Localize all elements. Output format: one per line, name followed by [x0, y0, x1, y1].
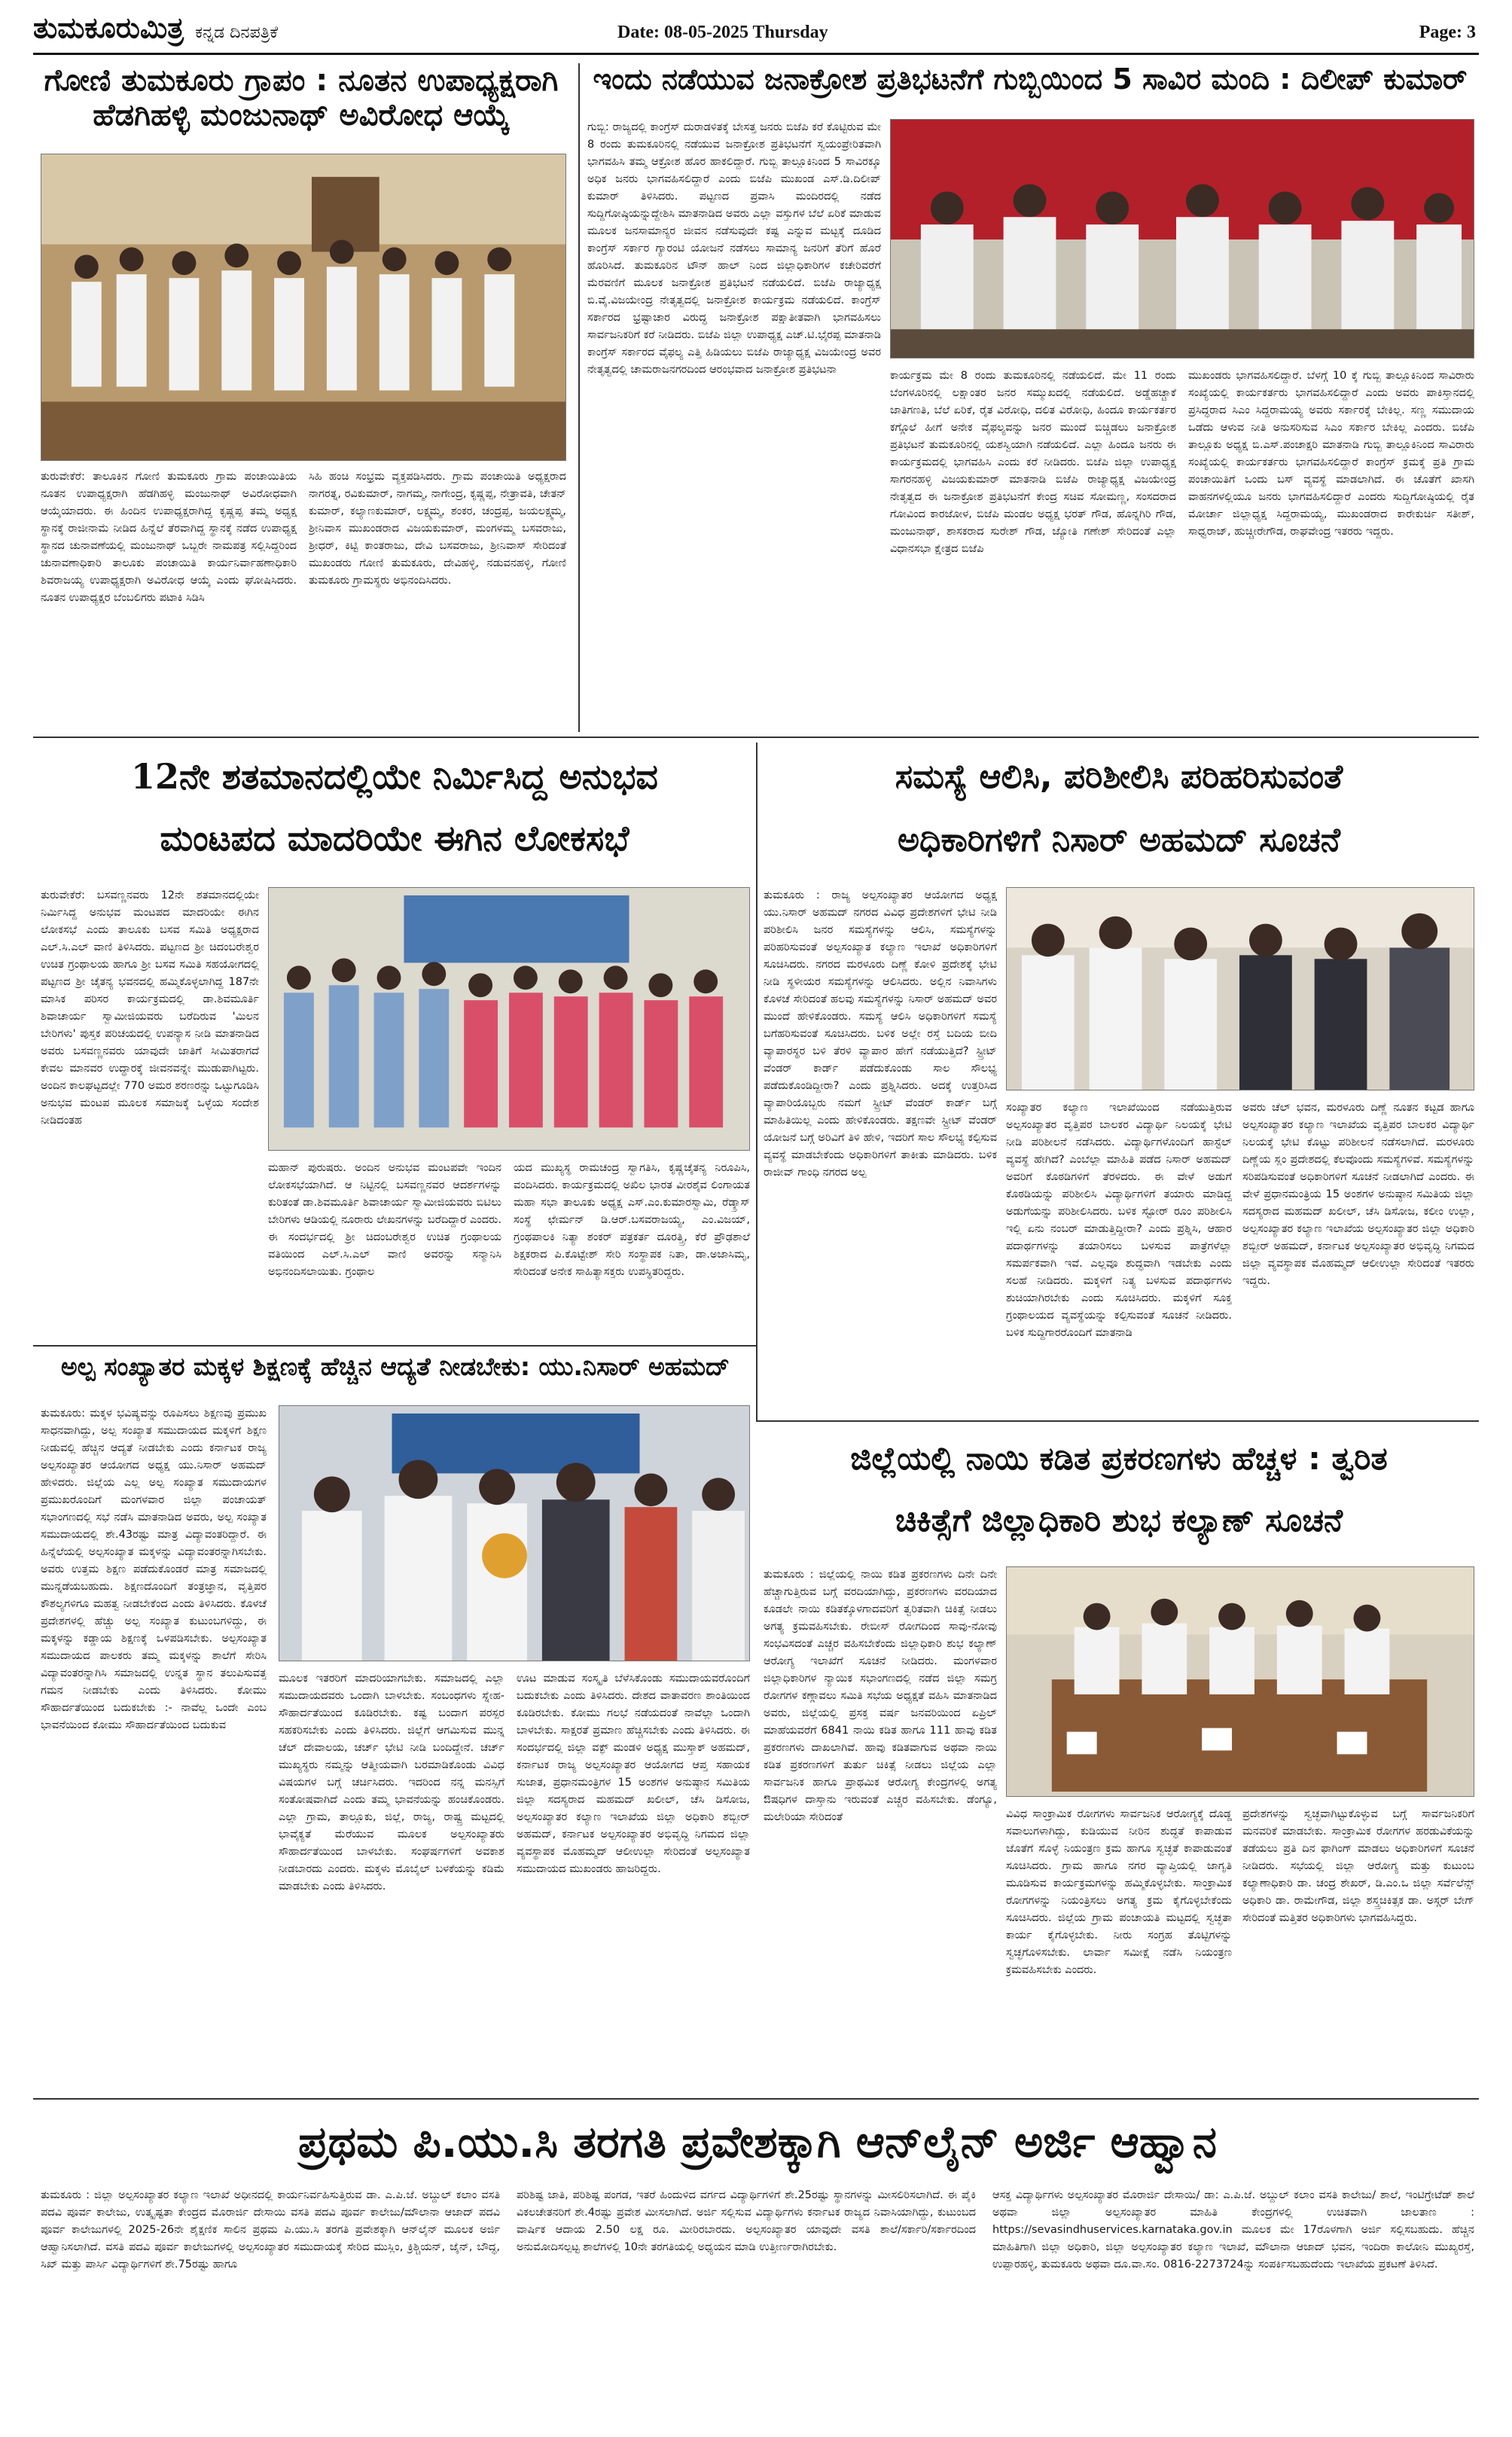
story4-col1: ತುಮಕೂರು : ರಾಜ್ಯ ಅಲ್ಪಸಂಖ್ಯಾತರ ಆಯೋಗದ ಅಧ್ಯಕ್ಷ ಯು.ನಿಸಾರ್ ಅಹಮದ್ ನಗರದ ವಿವಿಧ ಪ್ರದೇಶಗಳಿಗೆ ಭೇಟಿ ನೀಡಿ ಪರಿಶೀಲಿಸಿ ಜನರ ಸಮಸ್ಯೆಗಳನ್ನು ಆಲಿಸಿ, ಸಮಸ್ಯೆಗಳನ್ನು ಪರಿಹರಿಸುವಂತೆ ಅಲ್ಪಸಂಖ್ಯಾತ ಕಲ್ಯಾಣ ಇಲಾಖೆ ಅಧಿಕಾರಿಗಳಿಗೆ ಸೂಚಿಸಿದರು. ನಗರದ ಮರಳೂರು ದಿಣ್ಣೆ ಕೋಳಿ ಪ್ರದೇಶಕ್ಕೆ ಭೇಟಿ ನೀಡಿ ಸ್ಥಳೀಯರ ಸಮಸ್ಯೆಗಳನ್ನು ಆಲಿಸಿದರು. ಅಲ್ಲಿನ ನಿವಾಸಿಗಳು ಕೊಳಚೆ ಸೇರಿದಂತೆ ಹಲವು ಸಮಸ್ಯೆಗಳನ್ನು ನಿಸಾರ್ ಅಹಮದ್ ಅವರ ಮುಂದೆ ಹೇಳಿಕೊಂಡರು. ಸಮಸ್ಯೆ ಆಲಿಸಿ ಅಧಿಕಾರಿಗಳಿಗೆ ಸಮಸ್ಯೆ ಬಗೆಹರಿಸುವಂತೆ ಸೂಚಿಸಿದರು. ಬಳಿಕ ಅಲ್ಲೇ ರಸ್ತೆ ಬದಿಯ ಬೀದಿ ವ್ಯಾಪಾರಸ್ಥರ ಬಳಿ ತೆರಳಿ ವ್ಯಾಪಾರ ಹೇಗೆ ನಡೆಯುತ್ತಿದೆ? ಸ್ಟ್ರೀಟ್ ವೆಂಡರ್ ಕಾರ್ಡ್ ಪಡೆದುಕೊಂಡು ಸಾಲ ಸೌಲಭ್ಯ ಪಡೆದುಕೊಂಡಿದ್ದೀರಾ? ಎಂದು ಪ್ರಶ್ನಿಸಿದರು. ಅದಕ್ಕೆ ಉತ್ತರಿಸಿದ ವ್ಯಾಪಾರಿಯೊಬ್ಬರು ನಮಗೆ ಸ್ಟ್ರೀಟ್ ವೆಂಡರ್ ಕಾರ್ಡ್ ಬಗ್ಗೆ ಮಾಹಿತಿಯಿಲ್ಲ ಎಂದು ಹೇಳಿಕೊಂಡರು. ತಕ್ಷಣವೇ ಸ್ಟ್ರೀಟ್ ವೆಂಡರ್ ಯೋಜನೆ ಬಗ್ಗೆ ಅರಿವಿಗೆ ತಿಳಿ ಹೇಳಿ, ಇದರಿಗೆ ಸಾಲ ಸೌಲಭ್ಯ ಕಲ್ಪಿಸುವ ವ್ಯವಸ್ಥೆ ಮಾಡಬೇಕೆಂದು ಅಧಿಕಾರಿಗಳಿಗೆ ತಾಕೀತು ಮಾಡಿದರು. ಬಳಿಕ ರಾಜೀವ್ ಗಾಂಧಿ ನಗರದ ಅಲ್ಪ [764, 889, 997, 1179]
story3-headline [41, 746, 748, 874]
story2-col2: ಕಾರ್ಯಕ್ರಮ ಮೇ 8 ರಂದು ತುಮಕೂರಿನಲ್ಲಿ ನಡೆಯಲಿದೆ. ಮೇ 11 ರಂದು ಬೆಂಗಳೂರಿನಲ್ಲಿ ಲಕ್ಷಾಂತರ ಜನರ ಸಮ್ಮುಖದಲ್ಲಿ ನಡೆಯಲಿದೆ. ಅಡ್ಡೆಹಚ್ಚಾಕೆ ಜಾತಿಗಣತಿ, ಬೆಲೆ ಏರಿಕೆ, ರೈತ ವಿರೋಧಿ, ದಲಿತ ವಿರೋಧಿ, ಹಿಂದೂ ಕಾರ್ಯಕರ್ತರ ಕಗ್ಗೊಲೆ ಹೀಗೆ ಅನೇಕ ವೈಫಲ್ಯವನ್ನು ಜನರ ಮುಂದೆ ಬಿಚ್ಚಿಡಲು ಜನಾಕ್ರೋಶ ಪ್ರತಿಭಟನೆ ತುಮಕೂರಿನಲ್ಲಿ ಯಶಸ್ವಿಯಾಗಿ ನಡೆಯಲಿದೆ. ಎಲ್ಲಾ ಹಿಂದೂ ಜನರು ಈ ಕಾರ್ಯಕ್ರಮದಲ್ಲಿ ಭಾಗವಹಿಸಿ ಎಂದು ಕರೆ ನೀಡಿದರು. ಬಿಜೆಪಿ ಜಿಲ್ಲಾ ಉಪಾಧ್ಯಕ್ಷ ಸಾಗರನಹಳ್ಳಿ ವಿಜಯಕುಮಾರ್ ಮಾತನಾಡಿ ಬಿಜೆಪಿ ರಾಜ್ಯಾಧ್ಯಕ್ಷ ವಿಜಯೇಂದ್ರ ನೇತೃತ್ವದ ಈ ಜನಾಕ್ರೋಶ ಪ್ರತಿಭಟನೆಗೆ ಕೇಂದ್ರ ಸಚಿವ ಸೋಮಣ್ಣ, ಸಂಸದರಾದ ಗೋವಿಂದ ಕಾರಜೋಳ, ಬಿಜೆಪಿ ಮಂಡಲ ಅಧ್ಯಕ್ಷ ಭರತ್ ಗೌಡ, ಹೊನ್ನಗಿರಿ ಗೌಡ, ಮಂಜುನಾಥ್, ಶಾಸಕರಾದ ಸುರೇಶ್ ಗೌಡ, ಜ್ಯೋತಿ ಗಣೇಶ್ ಸೇರಿದಂತೆ ಎಲ್ಲಾ ವಿಧಾನಸಭಾ ಕ್ಷೇತ್ರದ ಬಿಜೆಪಿ [890, 370, 1176, 555]
issue-date: Date: 08-05-2025 Thursday [617, 23, 828, 42]
story2-col3: ಮುಖಂಡರು ಭಾಗವಹಿಸಲಿದ್ದಾರೆ. ಬೆಳಗ್ಗೆ 10 ಕ್ಕೆ ಗುಬ್ಬಿ ತಾಲ್ಲೂಕಿನಿಂದ ಸಾವಿರಾರು ಸಂಖ್ಯೆಯಲ್ಲಿ ಕಾರ್ಯಕರ್ತರು ಭಾಗವಹಿಸಲಿದ್ದಾರೆ ಎಂದು ಅವರು ಪಾಕಿಸ್ತಾನದಲ್ಲಿ ಪ್ರಸಿದ್ಧರಾದ ಸಿಎಂ ಸಿದ್ದರಾಮಯ್ಯ ಅವರು ಸರ್ಕಾರಕ್ಕೆ ಬೇಕಿಲ್ಲ. ಸಣ್ಣ ಸಮುದಾಯ ಒಡೆದು ಆಳುವ ನೀತಿ ಅನುಸರಿಸುವ ಸಿಎಂ ಸರ್ಕಾರ ಬೇಕಿಲ್ಲ ಎಂದರು. ಬಿಜೆಪಿ ತಾಲ್ಲೂಕು ಅಧ್ಯಕ್ಷ ಬಿ.ಎಸ್.ಪಂಚಾಕ್ಷರಿ ಮಾತನಾಡಿ ಗುಬ್ಬಿ ತಾಲ್ಲೂಕಿನಿಂದ ಸಾವಿರಾರು ಸಂಖ್ಯೆಯಲ್ಲಿ ಕಾರ್ಯಕರ್ತರು ಭಾಗವಹಿಸಲಿದ್ದಾರೆ ಕಾಂಗ್ರೆಸ್ ಕ್ರಮಕ್ಕೆ ಪ್ರತಿ ಗ್ರಾಮ ಪಂಚಾಯಿತಿಗೆ ಒಂದು ಬಸ್ ವ್ಯವಸ್ಥೆ ಮಾಡಲಾಗಿದೆ. ಈ ಚೊತೆಗೆ ಖಾಸಗಿ ವಾಹನಗಳಲ್ಲಿಯೂ ಜನರು ಭಾಗವಹಿಸಲಿದ್ದಾರೆ ಎಂದರು ಸುದ್ದಿಗೋಷ್ಠಿಯಲ್ಲಿ ರೈತ ಮೋರ್ಚಾ ಜಿಲ್ಲಾಧ್ಯಕ್ಷ ಸಿದ್ದರಾಮಯ್ಯ, ಮುಖಂಡರಾದ ಕಾರೇಕುರ್ಚಿ ಸತೀಶ್, ಸಾಧ್ವರಾಜ್, ಹುಚ್ಚೀರೇಗೌಡ, ರಾಘವೇಂದ್ರ ಇತರರು ಇದ್ದರು. [1188, 370, 1474, 538]
story7-col1: ತುಮಕೂರು : ಜಿಲ್ಲಾ ಅಲ್ಪಸಂಖ್ಯಾತರ ಕಲ್ಯಾಣ ಇಲಾಖೆ ಅಧೀನದಲ್ಲಿ ಕಾರ್ಯನಿರ್ವಹಿಸುತ್ತಿರುವ ಡಾ. ಎ.ಪಿ.ಜೆ. ಅಬ್ದುಲ್ ಕಲಾಂ ವಸತಿ ಪದವಿ ಪೂರ್ವ ಕಾಲೇಜು, ಉತ್ಕೃಷ್ಟತಾ ಕೇಂದ್ರದ ಮೊರಾರ್ಜಿ ದೇಸಾಯಿ ವಸತಿ ಪದವಿ ಪೂರ್ವ ಕಾಲೇಜು/ಮೌಲಾನಾ ಆಜಾದ್ ಪದವಿ ಪೂರ್ವ ಕಾಲೇಜುಗಳಲ್ಲಿ 2025-26ನೇ ಶೈಕ್ಷಣಿಕ ಸಾಲಿನ ಪ್ರಥಮ ಪಿ.ಯು.ಸಿ ತರಗತಿ ಪ್ರವೇಶಕ್ಕಾಗಿ ಆನ್‌ಲೈನ್ ಮೂಲಕ ಅರ್ಜಿ ಆಹ್ವಾನಿಸಲಾಗಿದೆ. ವಸತಿ ಪದವಿ ಪೂರ್ವ ಕಾಲೇಜುಗಳಲ್ಲಿ ಅಲ್ಪಸಂಖ್ಯಾತರ ಸಮುದಾಯಕ್ಕೆ ಸೇರಿದ ಮುಸ್ಲಿಂ, ಕ್ರಿಶ್ಚಿಯನ್, ಜೈನ್, ಬೌದ್ಧ, ಸಿಖ್ ಮತ್ತು ಪಾರ್ಸಿ ವಿದ್ಯಾರ್ಥಿಗಳಿಗೆ ಶೇ.75ರಷ್ಟು ಹಾಗೂ [41, 2189, 500, 2271]
story6-photo [1006, 1566, 1474, 1797]
logo-black: ತುಮಕೂರು [33, 11, 140, 44]
story7-col2: ಪರಿಶಿಷ್ಟ ಜಾತಿ, ಪರಿಶಿಷ್ಟ ಪಂಗಡ, ಇತರೆ ಹಿಂದುಳಿದ ವರ್ಗದ ವಿದ್ಯಾರ್ಥಿಗಳಿಗೆ ಶೇ.25ರಷ್ಟು ಸ್ಥಾನಗಳನ್ನು ಮೀಸಲಿರಿಸಲಾಗಿದೆ. ಈ ಪೈಕಿ ವಿಕಲಚೇತನರಿಗೆ ಶೇ.4ರಷ್ಟು ಪ್ರವೇಶ ಮೀಸಲಾಗಿದೆ. ಅರ್ಜಿ ಸಲ್ಲಿಸುವ ವಿದ್ಯಾರ್ಥಿಗಳು ಕರ್ನಾಟಕ ರಾಜ್ಯದ ನಿವಾಸಿಯಾಗಿದ್ದು, ಕುಟುಂಬದ ವಾರ್ಷಿಕ ಆದಾಯ 2.50 ಲಕ್ಷ ರೂ. ಮೀರಿರಬಾರದು. ಅಲ್ಪಸಂಖ್ಯಾತರ ಯಾವುದೇ ವಸತಿ ಶಾಲೆ/ಸರ್ಕಾರಿ/ಸರ್ಕಾರದಿಂದ ಅನುಮೋದಿಸಲ್ಪಟ್ಟ ಶಾಲೆಗಳಲ್ಲಿ 10ನೇ ತರಗತಿಯಲ್ಲಿ ಅಧ್ಯಯನ ಮಾಡಿ ಉತ್ತೀರ್ಣರಾಗಿರಬೇಕು. [517, 2189, 976, 2253]
story7-col3: ಆಸಕ್ತ ವಿದ್ಯಾರ್ಥಿಗಳು ಅಲ್ಪಸಂಖ್ಯಾತರ ಮೊರಾರ್ಜಿ ದೇಸಾಯಿ/ ಡಾ: ಎ.ಪಿ.ಜೆ. ಅಬ್ದುಲ್ ಕಲಾಂ ವಸತಿ ಕಾಲೇಜು/ ಶಾಲೆ, ಇಂಟಿಗ್ರೇಟೆಡ್ ಶಾಲೆ ಅಥವಾ ಜಿಲ್ಲಾ ಅಲ್ಪಸಂಖ್ಯಾತರ ಮಾಹಿತಿ ಕೇಂದ್ರಗಳಲ್ಲಿ ಉಚಿತವಾಗಿ ಜಾಲತಾಣ : https://sevasindhuservices.karnataka.gov.in ಮೂಲಕ ಮೇ 17ರೊಳಗಾಗಿ ಅರ್ಜಿ ಸಲ್ಲಿಸಬಹುದು. ಹೆಚ್ಚಿನ ಮಾಹಿತಿಗಾಗಿ ಜಿಲ್ಲಾ ಅಧಿಕಾರಿ, ಜಿಲ್ಲಾ ಅಲ್ಪಸಂಖ್ಯಾತರ ಕಲ್ಯಾಣ ಇಲಾಖೆ, ಮೌಲಾನಾ ಆಜಾದ್ ಭವನ, ಇಂದಿರಾ ಕಾಲೋನಿ ಮುಖ್ಯರಸ್ತೆ, ಉಪ್ಪಾರಹಳ್ಳಿ, ತುಮಕೂರು ಅಥವಾ ದೂ.ವಾ.ಸಂ. 0816-2273724ನ್ನು ಸಂಪರ್ಕಿಸಬಹುದೆಂದು ಇಲಾಖೆಯ ಪ್ರಕಟಣೆ ತಿಳಿಸಿದೆ. [992, 2189, 1474, 2271]
story6-headline-line2: ಚಿಕಿತ್ಸೆಗೆ ಜಿಲ್ಲಾಧಿಕಾರಿ ಶುಭ ಕಲ್ಯಾಣ್ ಸೂಚನೆ [895, 1502, 1343, 1539]
story4-headline-line1: ಸಮಸ್ಯೆ ಆಲಿಸಿ, ಪರಿಶೀಲಿಸಿ ಪರಿಹರಿಸುವಂತೆ [895, 758, 1343, 796]
story1-headline [38, 63, 565, 148]
divider-story5-top [33, 1345, 756, 1347]
story4-photo [1006, 887, 1474, 1090]
story3-col2: ಮಹಾನ್ ಪುರುಷರು. ಅಂದಿನ ಅನುಭವ ಮಂಟಪವೇ ಇಂದಿನ ಲೋಕಸಭೆಯಾಗಿದೆ. ಆ ನಿಟ್ಟಿನಲ್ಲಿ ಬಸವಣ್ಣನವರ ಆದರ್ಶಗಳನ್ನು ಕುರಿತಂತೆ ಡಾ.ಶಿವಮೂರ್ತಿ ಶಿವಾಚಾರ್ಯ ಸ್ವಾಮೀಜಿಯವರು ಬಿಟಿಲು ಬೇರಿಗಳು ಆಡಿಯಲ್ಲಿ ನೂರಾರು ಲೇಖನಗಳನ್ನು ಬರೆದಿದ್ದಾರೆ ಎಂದರು. ಈ ಸಂದರ್ಭದಲ್ಲಿ ಶ್ರೀ ಚಿದಂಬರೇಶ್ವರ ಉಚಿತ ಗ್ರಂಥಾಲಯ ವತಿಯಿಂದ ಎಲ್.ಸಿ.ಎಲ್ ವಾಣಿ ಅವರನ್ನು ಸನ್ಮಾನಿಸಿ ಅಭಿನಂದಿಸಲಾಯಿತು. ಗ್ರಂಥಾಲ [268, 1162, 501, 1278]
story4-col2: ಸಂಖ್ಯಾತರ ಕಲ್ಯಾಣ ಇಲಾಖೆಯಿಂದ ನಡೆಯುತ್ತಿರುವ ಅಲ್ಪಸಂಖ್ಯಾತರ ವೃತ್ತಿಪರ ಬಾಲಕರ ವಿದ್ಯಾರ್ಥಿ ನಿಲಯಕ್ಕೆ ಭೇಟಿ ನೀಡಿ ಪರಿಶೀಲನೆ ನಡೆಸಿದರು. ವಿದ್ಯಾರ್ಥಿಗಳೊಂದಿಗೆ ಹಾಸ್ಟೆಲ್ ವ್ಯವಸ್ಥೆ ಹೇಗಿದೆ? ಎಂಬೆಲ್ಲಾ ಮಾಹಿತಿ ಪಡೆದ ನಿಸಾರ್ ಅಹಮದ್ ಅವರಿಗೆ ಕೊಠಡಿಗಳಿಗೆ ತೆರಳಿದರು. ಈ ವೇಳೆ ಅಡುಗೆ ಕೊಠಡಿಯನ್ನು ಪರಿಶೀಲಿಸಿ ವಿದ್ಯಾರ್ಥಿಗಳಿಗೆ ತಯಾರು ಮಾಡಿದ್ದ ಅಡುಗೆಯನ್ನು ಪರಿಶೀಲಿಸಿದರು. ಬಳಿಕ ಸ್ಟೋರ್ ರೂಂ ಪರಿಶೀಲಿಸಿ ಇಲ್ಲಿ ಏನು ನಂಬರ್ ಮಾಡುತ್ತಿದ್ದೀರಾ? ಎಂದು ಪ್ರಶ್ನಿಸಿ, ಆಹಾರ ಪದಾರ್ಥಗಳನ್ನು ತಯಾರಿಸಲು ಬಳಸುವ ಪಾತ್ರೆಗಳೆಲ್ಲಾ ಸಮರ್ಪಕವಾಗಿ ಇವೆ. ಎಲ್ಲವೂ ಶುದ್ಧವಾಗಿ ಇಡಬೇಕು ಎಂದು ಸಲಹೆ ನೀಡಿದರು. ಮಕ್ಕಳಿಗೆ ನಿತ್ಯ ಬಳಸುವ ಪದಾರ್ಥಗಳು ಶುಚಿಯಾಗಿರಬೇಕು ಎಂದು ಸೂಚಿಸಿದರು. ಮಕ್ಕಳಿಗೆ ಸೂಕ್ತ ಗ್ರಂಥಾಲಯದ ವ್ಯವಸ್ಥೆಯನ್ನು ಕಲ್ಪಿಸುವಂತೆ ಸೂಚನೆ ನೀಡಿದರು. ಬಳಿಕ ಸುದ್ದಿಗಾರರೊಂದಿಗೆ ಮಾತನಾಡಿ [1006, 1102, 1232, 1339]
story5-photo [279, 1405, 750, 1661]
story1-headline-line1: ಗೋಣಿ ತುಮಕೂರು ಗ್ರಾಪಂ : ನೂತನ ಉಪಾಧ್ಯಕ್ಷರಾಗಿ [44, 63, 559, 98]
story3-col3: ಯದ ಮುಖ್ಯಸ್ಥ ರಾಮಚಂದ್ರ ಸ್ವಾಗತಿಸಿ, ಕೃಷ್ಣಚೈತನ್ಯ ನಿರೂಪಿಸಿ, ವಂದಿಸಿದರು. ಕಾರ್ಯಕ್ರಮದಲ್ಲಿ ಅಖಿಲ ಭಾರತ ವೀರಶೈವ ಲಿಂಗಾಯತ ಮಹಾ ಸಭಾ ತಾಲೂಕು ಅಧ್ಯಕ್ಷ ಎಸ್.ಎಂ.ಕುಮಾರಸ್ವಾಮಿ, ರೆಡ್ಕ್ರಾಸ್ ಸಂಸ್ಥೆ ಛೇರ್ಮನ್ ಡಿ.ಆರ್.ಬಸವರಾಜಯ್ಯ, ಎಂ.ವಿಜಯ್, ಗ್ರಂಥಪಾಲಕಿ ನಿತ್ಯಾ ಶಂಕರ್ ಪತ್ರಕರ್ತ ದೂರತ್ತ್ರಿ, ಕೆರೆ ಪ್ರೌಢಶಾಲೆ ಶಿಕ್ಷಕರಾದ ಪಿ.ಕೊಟ್ಟೇಶ್ ಸೇರಿ ಸಂಸ್ಥಾಪಕ ನಿತಾ, ಡಾ.ಅಜಾಸಿಮೃ, ಸೇರಿದಂತೆ ಅನೇಕ ಸಾಹಿತ್ಯಾಸಕ್ತರು ಉಪಸ್ಥಿತರಿದ್ದರು. [514, 1162, 750, 1278]
logo-red: ಮಿತ್ರ [139, 11, 184, 44]
story3-headline-line2: ಮಂಟಪದ ಮಾದರಿಯೇ ಈಗಿನ ಲೋಕಸಭೆ [160, 818, 629, 859]
masthead-rule [33, 53, 1479, 55]
story4-headline-line2: ಅಧಿಕಾರಿಗಳಿಗೆ ನಿಸಾರ್ ಅಹಮದ್ ಸೂಚನೆ [898, 821, 1340, 859]
divider-story6-top [756, 1420, 1479, 1422]
page-number: Page: 3 [1419, 23, 1476, 42]
divider-row1 [33, 737, 1479, 738]
story4-headline [764, 746, 1474, 875]
story2-headline: ಇಂದು ನಡೆಯುವ ಜನಾಕ್ರೋಶ ಪ್ರತಿಭಟನೆಗೆ ಗುಬ್ಬಿಯಿಂದ 5 ಸಾವಿರ ಮಂದಿ : ದಿಲೀಪ್ ಕುಮಾರ್ [593, 63, 1468, 96]
story6-col2: ವಿವಿಧ ಸಾಂಕ್ರಾಮಿಕ ರೋಗಗಳು ಸಾರ್ವಜನಿಕ ಆರೋಗ್ಯಕ್ಕೆ ದೊಡ್ಡ ಸವಾಲುಗಳಾಗಿದ್ದು, ಕುಡಿಯುವ ನೀರಿನ ಶುದ್ಧತೆ ಕಾಪಾಡುವ ಜೊತೆಗೆ ಸೊಳ್ಳೆ ನಿಯಂತ್ರಣ ಕ್ರಮ ಹಾಗೂ ಸ್ವಚ್ಛತೆ ಕಾಪಾಡುವಂತೆ ಸೂಚಿಸಿದರು. ಗ್ರಾಮ ಹಾಗೂ ನಗರ ವ್ಯಾಪ್ತಿಯಲ್ಲಿ ಜಾಗೃತಿ ಮೂಡಿಸುವ ಕಾರ್ಯಕ್ರಮಗಳನ್ನು ಹಮ್ಮಿಕೊಳ್ಳಬೇಕು. ಸಾಂಕ್ರಾಮಿಕ ರೋಗಗಳನ್ನು ನಿಯಂತ್ರಿಸಲು ಅಗತ್ಯ ಕ್ರಮ ಕೈಗೊಳ್ಳಬೇಕೆಂದು ಸೂಚಿಸಿದರು. ಜಿಲ್ಲೆಯ ಗ್ರಾಮ ಪಂಚಾಯತಿ ಮಟ್ಟದಲ್ಲಿ ಸ್ವಚ್ಛತಾ ಕಾರ್ಯ ಕೈಗೊಳ್ಳಬೇಕು. ನೀರು ಸಂಗ್ರಹ ತೊಟ್ಟಿಗಳನ್ನು ಸ್ವಚ್ಛಗೊಳಿಸಬೇಕು. ಲಾರ್ವಾ ಸಮೀಕ್ಷೆ ನಡೆಸಿ ನಿಯಂತ್ರಣ ಕ್ರಮವಹಿಸಬೇಕು ಎಂದರು. [1006, 1808, 1232, 1976]
story2-col1: ಗುಬ್ಬಿ: ರಾಜ್ಯದಲ್ಲಿ ಕಾಂಗ್ರೆಸ್ ದುರಾಡಳಿತಕ್ಕೆ ಬೇಸತ್ತ ಜನರು ಬಿಜೆಪಿ ಕರೆ ಕೊಟ್ಟಿರುವ ಮೇ 8 ರಂದು ತುಮಕೂರಿನಲ್ಲಿ ನಡೆಯುವ ಜನಾಕ್ರೋಶ ಪ್ರತಿಭಟನೆಗೆ ಸ್ವಯಂಪ್ರೇರಿತವಾಗಿ ಭಾಗವಹಿಸಿ ತಮ್ಮ ಆಕ್ರೋಶ ಹೊರ ಹಾಕಲಿದ್ದಾರೆ. ಗುಬ್ಬಿ ತಾಲ್ಲೂಕಿನಿಂದ 5 ಸಾವಿರಕ್ಕೂ ಅಧಿಕ ಜನರು ಭಾಗವಹಿಸಲಿದ್ದಾರೆ ಎಂದು ಬಿಜೆಪಿ ಮುಖಂಡ ಎಸ್.ಡಿ.ದಿಲೀಪ್ ಕುಮಾರ್ ತಿಳಿಸಿದರು. ಪಟ್ಟಣದ ಪ್ರವಾಸಿ ಮಂದಿರದಲ್ಲಿ ನಡೆದ ಸುದ್ದಿಗೋಷ್ಠಿಯನ್ನುದ್ದೇಶಿಸಿ ಮಾತನಾಡಿದ ಅವರು ಎಲ್ಲಾ ವಸ್ತುಗಳ ಬೆಲೆ ಏರಿಕೆ ಮಾಡುವ ಮೂಲಕ ಜನಸಾಮಾನ್ಯರ ಜೀವನ ನಡೆಸುವುದೇ ಕಷ್ಟ ಎನ್ನುವ ಮಟ್ಟಕ್ಕೆ ದೂಡಿದ ಕಾಂಗ್ರೆಸ್ ಸರ್ಕಾರ ಗ್ಯಾರಂಟಿ ಯೋಜನೆ ನಡೆಸಲು ಸಾಮಾನ್ಯ ಜನರಿಗೆ ತೆರಿಗೆ ಹೊರೆ ಹೊರಿಸಿದೆ. ತುಮಕೂರಿನ ಟೌನ್ ಹಾಲ್ ನಿಂದ ಜಿಲ್ಲಾಧಿಕಾರಿಗಳ ಕಚೇರಿವರೆಗೆ ಮೆರವಣಿಗೆ ಮೂಲಕ ಜನಾಕ್ರೋಶ ಪ್ರತಿಭಟನೆ ನಡೆಯಲಿದೆ. ಬಿಜೆಪಿ ರಾಜ್ಯಾಧ್ಯಕ್ಷ ಬಿ.ವೈ.ವಿಜಯೇಂದ್ರ ನೇತೃತ್ವದಲ್ಲಿ ಜನಾಕ್ರೋಶ ಕಾರ್ಯಕ್ರಮ ನಡೆಯಲಿದೆ. ಕಾಂಗ್ರೆಸ್ ಸರ್ಕಾರದ ಭ್ರಷ್ಟಾಚಾರ ವಿರುದ್ಧ ಜನಾಕ್ರೋಶ ಪಕ್ಷಾತೀತವಾಗಿ ಭಾಗವಹಿಸಲು ಸಾರ್ವಜನಿಕರಿಗೆ ಕರೆ ನೀಡಿದರು. ಬಿಜೆಪಿ ಜಿಲ್ಲಾ ಉಪಾಧ್ಯಕ್ಷ ಎಚ್.ಟಿ.ಭೈರಪ್ಪ ಮಾತನಾಡಿ ಕಾಂಗ್ರೆಸ್ ಸರ್ಕಾರದ ವೈಫಲ್ಯ ಎತ್ತಿ ಹಿಡಿಯಲು ಬಿಜೆಪಿ ರಾಜ್ಯಾಧ್ಯಕ್ಷ ವಿಜಯೇಂದ್ರ ಅವರ ನೇತೃತ್ವದಲ್ಲಿ ಚಾಮರಾಜನಗರದಿಂದ ಆರಂಭವಾದ ಜನಾಕ್ರೋಶ ಪ್ರತಿಭಟನಾ [587, 121, 881, 376]
story3-photo [268, 887, 750, 1151]
story5-col3: ಊಟ ಮಾಡುವ ಸಂಸ್ಕೃತಿ ಬೆಳೆಸಿಕೊಂಡು ಸಮುದಾಯವರೊಂದಿಗೆ ಬದುಕಬೇಕು ಎಂದು ತಿಳಿಸಿದರು. ದೇಶದ ವಾತಾವರಣ ಶಾಂತಿಯಿಂದ ಕೂಡಿರಬೇಕು. ಕೋಮು ಗಲಭೆ ನಡೆಯದಂತೆ ನಾವೆಲ್ಲಾ ಒಂದಾಗಿ ಬಾಳಬೇಕು. ಸಾಕ್ಷರತೆ ಪ್ರಮಾಣ ಹೆಚ್ಚಿಸಬೇಕು ಎಂದು ತಿಳಿಸಿದರು. ಈ ಸಂದರ್ಭದಲ್ಲಿ ಜಿಲ್ಲಾ ವಕ್ಫ್ ಮಂಡಳಿ ಅಧ್ಯಕ್ಷ ಮುಸ್ತಾಕ್ ಅಹಮದ್, ಕರ್ನಾಟಕ ರಾಜ್ಯ ಅಲ್ಪಸಂಖ್ಯಾತರ ಆಯೋಗದ ಆಪ್ತ ಸಹಾಯಕ ಸುಜಾತ, ಪ್ರಧಾನಮಂತ್ರಿಗಳ 15 ಅಂಶಗಳ ಅನುಷ್ಠಾನ ಸಮಿತಿಯ ಜಿಲ್ಲಾ ಸದಸ್ಯರಾದ ಮಹಮದ್ ಖಲೀಲ್, ಚೆಸಿ ಡಿಸೋಜ, ಅಲ್ಪಸಂಖ್ಯಾತರ ಕಲ್ಯಾಣ ಇಲಾಖೆಯ ಜಿಲ್ಲಾ ಅಧಿಕಾರಿ ಶಬ್ಬೀರ್ ಅಹಮದ್, ಕರ್ನಾಟಕ ಅಲ್ಪಸಂಖ್ಯಾತರ ಅಭಿವೃದ್ಧಿ ನಿಗಮದ ಜಿಲ್ಲಾ ವ್ಯವಸ್ಥಾಪಕ ಮೊಹಮ್ಮದ್ ಆಲೀಉಲ್ಲಾ ಸೇರಿದಂತೆ ಅಲ್ಪಸಂಖ್ಯಾತ ಸಮುದಾಯದ ಮುಖಂಡರು ಹಾಜರಿದ್ದರು. [517, 1673, 750, 1875]
masthead-logo [33, 11, 485, 50]
story1-headline-line2: ಹೆಡಗಿಹಳ್ಳಿ ಮಂಜುನಾಥ್ ಅವಿರೋಧ ಆಯ್ಕೆ [93, 98, 510, 133]
story4-col3: ಅವರು ಚೆಲ್ ಭವನ, ಮರಳೂರು ದಿಣ್ಣೆ ನೂತನ ಕಟ್ಟಡ ಹಾಗೂ ಅಲ್ಪಸಂಖ್ಯಾತರ ಕಲ್ಯಾಣ ಇಲಾಖೆಯ ವೃತ್ತಿಪರ ಬಾಲಕರ ವಿದ್ಯಾರ್ಥಿ ನಿಲಯಕ್ಕೆ ಭೇಟಿ ಕೊಟ್ಟು ಪರಿಶೀಲನೆ ನಡೆಸಲಾಗಿದೆ. ಮರಳೂರು ದಿಣ್ಣೆಯ ಸ್ಲಂ ಪ್ರದೇಶದಲ್ಲಿ ಕೆಲವೊಂದು ಸಮಸ್ಯೆಗಳಿವೆ. ಸಮಸ್ಯೆಗಳನ್ನು ಸರಿಪಡಿಸುವಂತೆ ಅಧಿಕಾರಿಗಳಿಗೆ ಸೂಚನೆ ನೀಡಲಾಗಿದೆ ಎಂದರು. ಈ ವೇಳೆ ಪ್ರಧಾನಮಂತ್ರಿಯ 15 ಅಂಶಗಳ ಅನುಷ್ಠಾನ ಸಮಿತಿಯ ಜಿಲ್ಲಾ ಸದಸ್ಯರಾದ ಮಹಮದ್ ಖಲೀಲ್, ಚೆಸಿ ಡಿಸೋಜ, ಕಲೀಂ ಉಲ್ಲಾ, ಅಲ್ಪಸಂಖ್ಯಾತರ ಕಲ್ಯಾಣ ಇಲಾಖೆಯ ಅಲ್ಪಸಂಖ್ಯಾತರ ಜಿಲ್ಲಾ ಅಧಿಕಾರಿ ಶಬ್ಬೀರ್ ಅಹಮದ್, ಕರ್ನಾಟಕ ಅಲ್ಪಸಂಖ್ಯಾತರ ಅಭಿವೃದ್ಧಿ ನಿಗಮದ ಜಿಲ್ಲಾ ವ್ಯವಸ್ಥಾಪಕ ಮೊಹಮ್ಮದ್ ಆಲೀಉಲ್ಲಾ ಸೇರಿದಂತೆ ಇತರರು ಇದ್ದರು. [1242, 1102, 1474, 1287]
story3-col1: ತುರುವೇಕೆರೆ: ಬಸವಣ್ಣನವರು 12ನೇ ಶತಮಾನದಲ್ಲಿಯೇ ನಿರ್ಮಿಸಿದ್ದ ಅನುಭವ ಮಂಟಪದ ಮಾದರಿಯೇ ಈಗಿನ ಲೋಕಸಭೆ ಎಂದು ತಾಲೂಕು ಬಸವ ಸಮಿತಿ ಅಧ್ಯಕ್ಷರಾದ ಎಲ್.ಸಿ.ಎಲ್ ವಾಣಿ ತಿಳಿಸಿದರು. ಪಟ್ಟಣದ ಶ್ರೀ ಚಿದಂಬರೇಶ್ವರ ಉಚಿತ ಗ್ರಂಥಾಲಯ ಹಾಗೂ ಶ್ರೀ ಬಸವ ಸಮಿತಿ ಸಹಯೋಗದಲ್ಲಿ ಪಟ್ಟಣದ ಶ್ರೀ ಚೈತನ್ಯ ಭವನದಲ್ಲಿ ಹಮ್ಮಿಕೊಳ್ಳಲಾಗಿದ್ದ 187ನೇ ಮಾಸಿಕ ಪರಿಸರ ಕಾರ್ಯಕ್ರಮದಲ್ಲಿ ಡಾ.ಶಿವಮೂರ್ತಿ ಶಿವಾಚಾರ್ಯ ಸ್ವಾಮೀಜಿಯವರು ಬರೆದಿರುವ 'ಮಿಲನ ಬೇರಿಗಳು' ಪುಸ್ತಕ ಪರಿಚಯದಲ್ಲಿ ಉಪನ್ಯಾಸ ನೀಡಿ ಮಾತನಾಡಿದ ಅವರು ಬಸವಣ್ಣನವರು ಯಾವುದೇ ಜಾತಿಗೆ ಸೀಮಿತರಾಗದೆ ಕೇವಲ ಮಾನವರ ಉದ್ಧಾರಕ್ಕೆ ಜೀವನವನ್ನೇ ಮುಡುಪಾಗಿಟ್ಟರು. ಅಂದಿನ ಕಾಲಘಟ್ಟದಲ್ಲೇ 770 ಅಮರ ಶರಣರನ್ನು ಒಟ್ಟುಗೂಡಿಸಿ ಅನುಭವ ಮಂಟಪ ಮೂಲಕ ಸಮಾಜಕ್ಕೆ ಒಳ್ಳೆಯ ಸಂದೇಶ ನೀಡಿದಂತಹ [41, 889, 259, 1127]
story1-photo [41, 154, 566, 461]
story7-headline: ಪ್ರಥಮ ಪಿ.ಯು.ಸಿ ತರಗತಿ ಪ್ರವೇಶಕ್ಕಾಗಿ ಆನ್‌ಲೈನ್ ಅರ್ಜಿ ಆಹ್ವಾನ [297, 2116, 1218, 2167]
story1-col1: ತುರುವೇಕೆರೆ: ತಾಲೂಕಿನ ಗೋಣಿ ತುಮಕೂರು ಗ್ರಾಮ ಪಂಚಾಯಿತಿಯ ನೂತನ ಉಪಾಧ್ಯಕ್ಷರಾಗಿ ಹೆಡಗಿಹಳ್ಳಿ ಮಂಜುನಾಥ್ ಅವಿರೋಧವಾಗಿ ಆಯ್ಕೆಯಾದರು. ಈ ಹಿಂದಿನ ಉಪಾಧ್ಯಕ್ಷರಾಗಿದ್ದ ಕೃಷ್ಣಪ್ಪ ತಮ್ಮ ಅಧ್ಯಕ್ಷ ಸ್ಥಾನಕ್ಕೆ ರಾಜೀನಾಮೆ ನೀಡಿದ ಹಿನ್ನೆಲೆ ತೆರವಾಗಿದ್ದ ಸ್ಥಾನಕ್ಕೆ ನಡೆದ ಉಪಾಧ್ಯಕ್ಷ ಸ್ಥಾನದ ಚುನಾವಣೆಯಲ್ಲಿ ಮಂಜುನಾಥ್ ಒಬ್ಬರೇ ನಾಮಪತ್ರ ಸಲ್ಲಿಸಿದ್ದರಿಂದ ಚುನಾವಣಾಧಿಕಾರಿ ತಾಲೂಕು ಪಂಚಾಯಿತಿ ಕಾರ್ಯನಿರ್ವಾಹಣಾಧಿಕಾರಿ ಶಿವರಾಜಯ್ಯ ಉಪಾಧ್ಯಕ್ಷರಾಗಿ ಅವಿರೋಧ ಆಯ್ಕೆ ಎಂದು ಘೋಷಿಸಿದರು. ನೂತನ ಉಪಾಧ್ಯಕ್ಷರ ಬೆಂಬಲಿಗರು ಪಟಾಕಿ ಸಿಡಿಸಿ [41, 471, 297, 604]
story2-photo [890, 119, 1474, 358]
divider-top [578, 63, 580, 732]
tagline: ಕನ್ನಡ ದಿನಪತ್ರಿಕೆ [195, 23, 279, 42]
story6-headline [764, 1428, 1474, 1556]
story6-col3: ಪ್ರದೇಶಗಳನ್ನು ಸ್ವಚ್ಛವಾಗಿಟ್ಟುಕೊಳ್ಳುವ ಬಗ್ಗೆ ಸಾರ್ವಜನಿಕರಿಗೆ ಮನವರಿಕೆ ಮಾಡಬೇಕು. ಸಾಂಕ್ರಾಮಿಕ ರೋಗಗಳ ಹರಡುವಿಕೆಯನ್ನು ತಡೆಯಲು ಪ್ರತಿ ದಿನ ಫಾಗಿಂಗ್ ಮಾಡಲು ಅಧಿಕಾರಿಗಳಿಗೆ ಸೂಚನೆ ನೀಡಿದರು. ಸಭೆಯಲ್ಲಿ ಜಿಲ್ಲಾ ಆರೋಗ್ಯ ಮತ್ತು ಕುಟುಂಬ ಕಲ್ಯಾಣಾಧಿಕಾರಿ ಡಾ. ಚಂದ್ರ ಶೇಖರ್, ಡಿ.ಎಂ.ಒ ಜಿಲ್ಲಾ ಸರ್ವೆಲೆನ್ಸ್ ಅಧಿಕಾರಿ ಡಾ. ರಾಮೇಗೌಡ, ಜಿಲ್ಲಾ ಶಸ್ತ್ರಚಿಕಿತ್ಸಕ ಡಾ. ಅಸ್ಗರ್ ಬೇಗ್ ಸೇರಿದಂತೆ ಮತ್ತಿತರ ಅಧಿಕಾರಿಗಳು ಭಾಗವಹಿಸಿದ್ದರು. [1242, 1808, 1474, 1924]
story6-headline-line1: ಜಿಲ್ಲೆಯಲ್ಲಿ ನಾಯಿ ಕಡಿತ ಪ್ರಕರಣಗಳು ಹೆಚ್ಚಳ : ತ್ವರಿತ [850, 1440, 1388, 1477]
story5-col1: ತುಮಕೂರು: ಮಕ್ಕಳ ಭವಿಷ್ಯವನ್ನು ರೂಪಿಸಲು ಶಿಕ್ಷಣವು ಪ್ರಮುಖ ಸಾಧನವಾಗಿದ್ದು, ಅಲ್ಪ ಸಂಖ್ಯಾತ ಸಮುದಾಯದ ಮಕ್ಕಳಿಗೆ ಶಿಕ್ಷಣ ನೀಡುವಲ್ಲಿ ಹೆಚ್ಚಿನ ಆದ್ಯತೆ ನೀಡಬೇಕು ಎಂದು ಕರ್ನಾಟಕ ರಾಜ್ಯ ಅಲ್ಪಸಂಖ್ಯಾತರ ಆಯೋಗದ ಅಧ್ಯಕ್ಷ ಯು.ನಿಸಾರ್ ಅಹಮದ್ ಹೇಳಿದರು. ಜಿಲ್ಲೆಯ ಎಲ್ಲ ಅಲ್ಪ ಸಂಖ್ಯಾತ ಸಮುದಾಯಗಳ ಪ್ರಮುಖರೊಂದಿಗೆ ಮಂಗಳವಾರ ಜಿಲ್ಲಾ ಪಂಚಾಯತ್ ಸಭಾಂಗಣದಲ್ಲಿ ಸಭೆ ನಡೆಸಿ ಮಾತನಾಡಿದ ಅವರು, ಅಲ್ಪ ಸಂಖ್ಯಾತ ಸಮುದಾಯದಲ್ಲಿ ಶೇ.43ರಷ್ಟು ಮಾತ್ರ ವಿದ್ಯಾವಂತರಿದ್ದಾರೆ. ಈ ಹಿನ್ನೆಲೆಯಲ್ಲಿ ಅಲ್ಪಸಂಖ್ಯಾತ ಮಕ್ಕಳನ್ನು ವಿದ್ಯಾವಂತರನ್ನಾಗಿಸಬೇಕು. ಅವರು ಉತ್ತಮ ಶಿಕ್ಷಣ ಪಡೆದುಕೊಂಡರೆ ಮಾತ್ರ ಸಮಾಜದಲ್ಲಿ ಮುನ್ನಡೆಯಬಹುದು. ಶಿಕ್ಷಣದೊಂದಿಗೆ ತಂತ್ರಜ್ಞಾನ, ವೃತ್ತಿಪರ ಕೌಶಲ್ಯಗಳಿಗೂ ಮಹತ್ವ ನೀಡಬೇಕೆಂದ ಎಂದು ತಿಳಿಸಿದರು. ಕೊಳಚೆ ಪ್ರದೇಶಗಳಲ್ಲಿ ಹೆಚ್ಚು ಅಲ್ಪ ಸಂಖ್ಯಾತ ಕುಟುಂಬಗಳಿದ್ದು, ಈ ಮಕ್ಕಳನ್ನು ಕಡ್ಡಾಯ ಶಿಕ್ಷಣಕ್ಕೆ ಒಳಪಡಿಸಬೇಕು. ಅಲ್ಪಸಂಖ್ಯಾತ ಸಮುದಾಯದ ಪಾಲಕರು ತಮ್ಮ ಮಕ್ಕಳನ್ನು ಶಾಲೆಗೆ ಸೇರಿಸಿ ವಿದ್ಯಾವಂತರನ್ನಾಗಿಸಿ ಸಮಾಜದಲ್ಲಿ ಉನ್ನತ ಸ್ಥಾನ ತಲುಪಿಸುವತ್ತ ಗಮನ ನೀಡಬೇಕು ಎಂದು ತಿಳಿಸಿದರು. ಕೋಮು ಸೌಹಾರ್ದತೆಯಿಂದ ಬದುಕಬೇಕು :- ನಾವೆಲ್ಲ ಒಂದೇ ಎಂಬ ಭಾವನೆಯಿಂದ ಕೋಮು ಸೌಹಾರ್ದತೆಯಿಂದ ಬದುಕುವ [41, 1408, 267, 1731]
story3-headline-line1: 12ನೇ ಶತಮಾನದಲ್ಲಿಯೇ ನಿರ್ಮಿಸಿದ್ದ ಅನುಭವ [131, 756, 658, 797]
divider-mid [756, 743, 758, 1420]
story1-col2: ಸಿಹಿ ಹಂಚಿ ಸಂಭ್ರಮ ವ್ಯಕ್ತಪಡಿಸಿದರು. ಗ್ರಾಮ ಪಂಚಾಯಿತಿ ಅಧ್ಯಕ್ಷರಾದ ನಾಗರತ್ನ, ರವಿಕುಮಾರ್, ನಾಗಮ್ಮ, ನಾಗೇಂದ್ರ, ಕೃಷ್ಣಪ್ಪ, ನೇತ್ರಾವತಿ, ಚೇತನ್ ಕುಮಾರ್, ಕಲ್ಯಾಣಕುಮಾರ್, ಲಕ್ಷ್ಮಮ್ಮ, ಶಂಕರ, ಚಂದ್ರಪ್ಪ, ಜಯಲಕ್ಷ್ಮಮ್ಮ, ಶ್ರೀನಿವಾಸ ಮುಖಂಡರಾದ ವಿಜಯಕುಮಾರ್, ಮಂಗಳಮ್ಮ ಬಸವರಾಜು, ಶ್ರೀಧರ್, ಕಿಟ್ಟಿ ಕಾಂತರಾಜು, ದೇವಿ ಬಸವರಾಜು, ಶ್ರೀನಿವಾಸ್ ಸೇರಿದಂತೆ ಮುಖಂಡರು ಗೋಣಿ ತುಮಕೂರು, ದೇವಿಹಳ್ಳಿ, ನಡುವನಹಳ್ಳಿ, ಗೋಣಿ ತುಮಕೂರು ಗ್ರಾಮಸ್ಥರು ಅಭಿನಂದಿಸಿದರು. [309, 471, 566, 587]
story6-col1: ತುಮಕೂರು : ಜಿಲ್ಲೆಯಲ್ಲಿ ನಾಯಿ ಕಡಿತ ಪ್ರಕರಣಗಳು ದಿನೇ ದಿನೇ ಹೆಚ್ಚಾಗುತ್ತಿರುವ ಬಗ್ಗೆ ವರದಿಯಾಗಿದ್ದು, ಪ್ರಕರಣಗಳು ವರದಿಯಾದ ಕೂಡಲೇ ನಾಯಿ ಕಡಿತಕ್ಕೊಳಗಾದವರಿಗೆ ತ್ವರಿತವಾಗಿ ಚಿಕಿತ್ಸೆ ನೀಡಲು ಅಗತ್ಯ ಕ್ರಮವಹಿಸಬೇಕು. ರೇಬೀಸ್ ರೋಗದಿಂದ ಸಾವು-ನೋವು ಸಂಭವಿಸದಂತೆ ಎಚ್ಚರ ವಹಿಸಬೇಕೆಂದು ಜಿಲ್ಲಾಧಿಕಾರಿ ಶುಭ ಕಲ್ಯಾಣ್ ಆರೋಗ್ಯ ಇಲಾಖೆಗೆ ಸೂಚನೆ ನೀಡಿದರು. ಮಂಗಳವಾರ ಜಿಲ್ಲಾಧಿಕಾರಿಗಳ ನ್ಯಾಯಿಕ ಸಭಾಂಗಣದಲ್ಲಿ ನಡೆದ ಜಿಲ್ಲಾ ಸಮಗ್ರ ರೋಗಗಳ ಕಣ್ಗಾವಲು ಸಮಿತಿ ಸಭೆಯ ಅಧ್ಯಕ್ಷತೆ ವಹಿಸಿ ಮಾತನಾಡಿದ ಅವರು, ಜಿಲ್ಲೆಯಲ್ಲಿ ಪ್ರಸಕ್ತ ವರ್ಷ ಜನವರಿಯಿಂದ ಏಪ್ರಿಲ್ ಮಾಹೆಯವರೆಗೆ 6841 ನಾಯಿ ಕಡಿತ ಹಾಗೂ 111 ಹಾವು ಕಡಿತ ಪ್ರಕರಣಗಳು ದಾಖಲಾಗಿವೆ. ಹಾವು ಕಡಿತವಾಗುವ ಅಥವಾ ನಾಯಿ ಕಡಿತ ಪ್ರಕರಣಗಳಿಗೆ ತುರ್ತು ಚಿಕಿತ್ಸೆ ನೀಡಲು ಜಿಲ್ಲೆಯ ಎಲ್ಲಾ ಸಾರ್ವಜನಿಕ ಹಾಗೂ ಪ್ರಾಥಮಿಕ ಆರೋಗ್ಯ ಕೇಂದ್ರಗಳಲ್ಲಿ ಅಗತ್ಯ ಔಷಧಿಗಳ ದಾಸ್ತಾನು ಇರುವಂತೆ ಎಚ್ಚರ ವಹಿಸಬೇಕು. ಡೆಂಗ್ಯೂ, ಮಲೇರಿಯಾ ಸೇರಿದಂತೆ [764, 1569, 997, 1823]
story5-headline: ಅಲ್ಪ ಸಂಖ್ಯಾತರ ಮಕ್ಕಳ ಶಿಕ್ಷಣಕ್ಕೆ ಹೆಚ್ಚಿನ ಆದ್ಯತೆ ನೀಡಬೇಕು: ಯು.ನಿಸಾರ್ ಅಹಮದ್ [60, 1353, 730, 1381]
story5-col2: ಮೂಲಕ ಇತರರಿಗೆ ಮಾದರಿಯಾಗಬೇಕು. ಸಮಾಜದಲ್ಲಿ ಎಲ್ಲಾ ಸಮುದಾಯದವರು ಒಂದಾಗಿ ಬಾಳಬೇಕು. ಸಂಬಂಧಗಳು ಸ್ನೇಹ-ಸೌಹಾರ್ದತೆಯಿಂದ ಕೂಡಿರಬೇಕು. ಕಷ್ಟ ಬಂದಾಗ ಪರಸ್ಪರ ಸಹಕರಿಸಬೇಕು ಎಂದು ತಿಳಿಸಿದರು. ಜಿಲ್ಲೆಗೆ ಆಗಮಿಸುವ ಮುನ್ನ ಚೆಲ್ ದೇವಾಲಯ, ಚರ್ಚ್ ಭೇಟಿ ನೀಡಿ ಬಂದಿದ್ದೇನೆ. ಚರ್ಚ್ ಮುಖ್ಯಸ್ಥರು ನಮ್ಮನ್ನು ಆತ್ಮೀಯವಾಗಿ ಬರಮಾಡಿಕೊಂಡು ವಿವಿಧ ವಿಷಯಗಳ ಬಗ್ಗೆ ಚರ್ಚಿಸಿದರು. ಇದರಿಂದ ನನ್ನ ಮನಸ್ಸಿಗೆ ಸಂತೋಷವಾಗಿದೆ ಎಂದು ತಮ್ಮ ಭಾವನೆಯನ್ನು ಹಂಚಿಕೊಂಡರು. ಎಲ್ಲಾ ಗ್ರಾಮ, ತಾಲ್ಲೂಕು, ಜಿಲ್ಲೆ, ರಾಜ್ಯ, ರಾಷ್ಟ್ರ ಮಟ್ಟದಲ್ಲಿ ಭಾವೈಕ್ಯತೆ ಮೆರೆಯುವ ಮೂಲಕ ಅಲ್ಪಸಂಖ್ಯಾತರು ಸೌಹಾರ್ದತೆಯಿಂದ ಬಾಳಬೇಕು. ಸಂಘರ್ಷಗಳಿಗೆ ಅವಕಾಶ ನೀಡಬಾರದು ಎಂದರು. ಮಕ್ಕಳು ಮೊಬೈಲ್ ಬಳಕೆಯನ್ನು ಕಡಿಮೆ ಮಾಡಬೇಕು ಎಂದು ತಿಳಿಸಿದರು. [279, 1673, 505, 1893]
divider-story7-top [33, 2098, 1479, 2100]
